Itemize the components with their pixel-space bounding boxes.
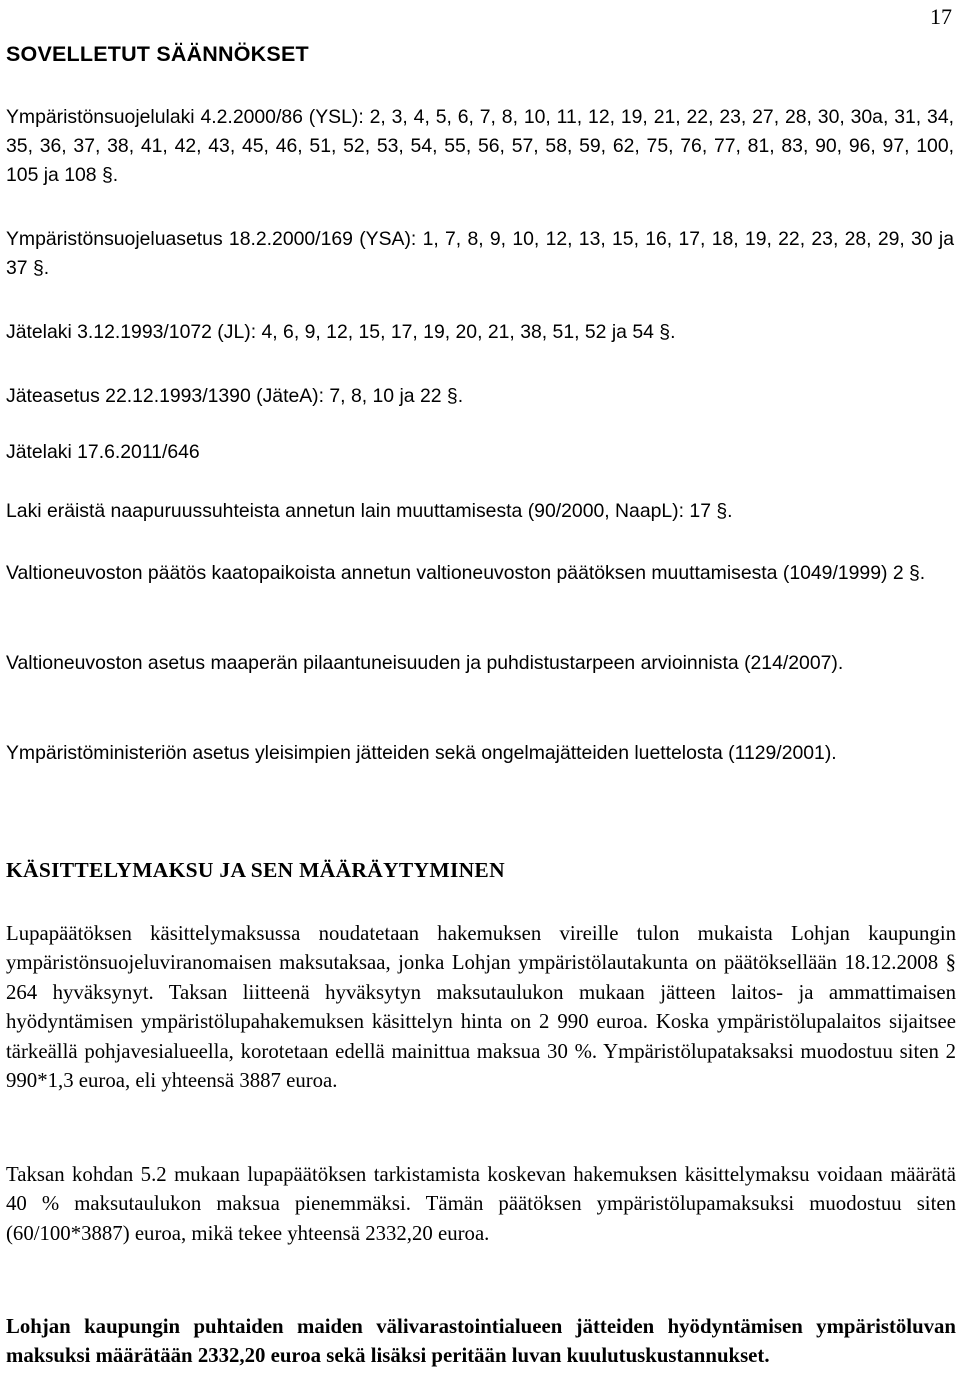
- fee-heading: KÄSITTELYMAKSU JA SEN MÄÄRÄYTYMINEN: [6, 858, 505, 882]
- regulation-jateluettelo: Ympäristöministeriön asetus yleisimpien jätteiden sekä ongelmajätteiden luettelosta (1129/2001).: [6, 742, 837, 764]
- regulation-jl-1993: Jätelaki 3.12.1993/1072 (JL): 4, 6, 9, 12, 15, 17, 19, 20, 21, 38, 51, 52 ja 54 §.: [6, 321, 676, 343]
- regulations-heading: SOVELLETUT SÄÄNNÖKSET: [6, 42, 309, 66]
- fee-paragraph-2: Taksan kohdan 5.2 mukaan lupapäätöksen tarkistamista koskevan hakemuksen käsittelymaksu voidaan määrätä 40 % maksutaulukon maksua pienemmäksi. Tämän päätöksen ympäristölupamaksuksi muodostuu siten (60/100*3887) euroa, mikä tekee yhteensä 2332,20 euroa.: [6, 1163, 956, 1245]
- fee-paragraph-1: Lupapäätöksen käsittelymaksussa noudatetaan hakemuksen vireille tulon mukaista Lohjan kaupungin ympäristönsuojeluviranomaisen maksutaksaa, jonka Lohjan ympäristölautakunta on päätöksellään 18.12.2008 § 264 hyväksynyt. Taksan liitteenä hyväksytyn maksutaulukon mukaan jätteen laitos- ja ammattimaisen hyödyntämisen ympäristölupahakemuksen käsittelyn hinta on 2 990 euroa. Koska ympäristölupalaitos sijaitsee tärkeällä pohjavesialueella, korotetaan edellä mainittua maksua 30 %. Ympäristölupataksaksi muodostuu siten 2 990*1,3 euroa, eli yhteensä 3887 euroa.: [6, 922, 956, 1093]
- regulation-jatea: Jäteasetus 22.12.1993/1390 (JäteA): 7, 8, 10 ja 22 §.: [6, 385, 464, 407]
- page-number: 17: [930, 4, 952, 29]
- regulation-jl-2011: Jätelaki 17.6.2011/646: [6, 441, 200, 463]
- regulation-maaperä: Valtioneuvoston asetus maaperän pilaantuneisuuden ja puhdistustarpeen arvioinnista (214/2007).: [6, 652, 844, 674]
- regulation-ysl: Ympäristönsuojelulaki 4.2.2000/86 (YSL): 2, 3, 4, 5, 6, 7, 8, 10, 11, 12, 19, 21, 22, 23, 27, 28, 30, 30a, 31, 34, 35, 36, 37, 38, 41, 42, 43, 45, 46, 51, 52, 53, 54, 55, 56, 57, 58, 59, 62, 75, 76, 77, 81, 83, 90, 96, 97, 100, 105 ja 108 §.: [6, 106, 954, 186]
- regulation-ysa: Ympäristönsuojeluasetus 18.2.2000/169 (YSA): 1, 7, 8, 9, 10, 12, 13, 15, 16, 17, 18, 19, 22, 23, 28, 29, 30 ja 37 §.: [6, 228, 954, 279]
- regulation-naapl: Laki eräistä naapuruussuhteista annetun lain muuttamisesta (90/2000, NaapL): 17 §.: [6, 500, 733, 522]
- fee-decision: Lohjan kaupungin puhtaiden maiden välivarastointialueen jätteiden hyödyntämisen ympäristöluvan maksuksi määrätään 2332,20 euroa sekä lisäksi peritään luvan kuulutuskustannukset.: [6, 1315, 956, 1368]
- regulation-kaatopaikat: Valtioneuvoston päätös kaatopaikoista annetun valtioneuvoston päätöksen muuttamisesta (1049/1999) 2 §.: [6, 562, 926, 584]
